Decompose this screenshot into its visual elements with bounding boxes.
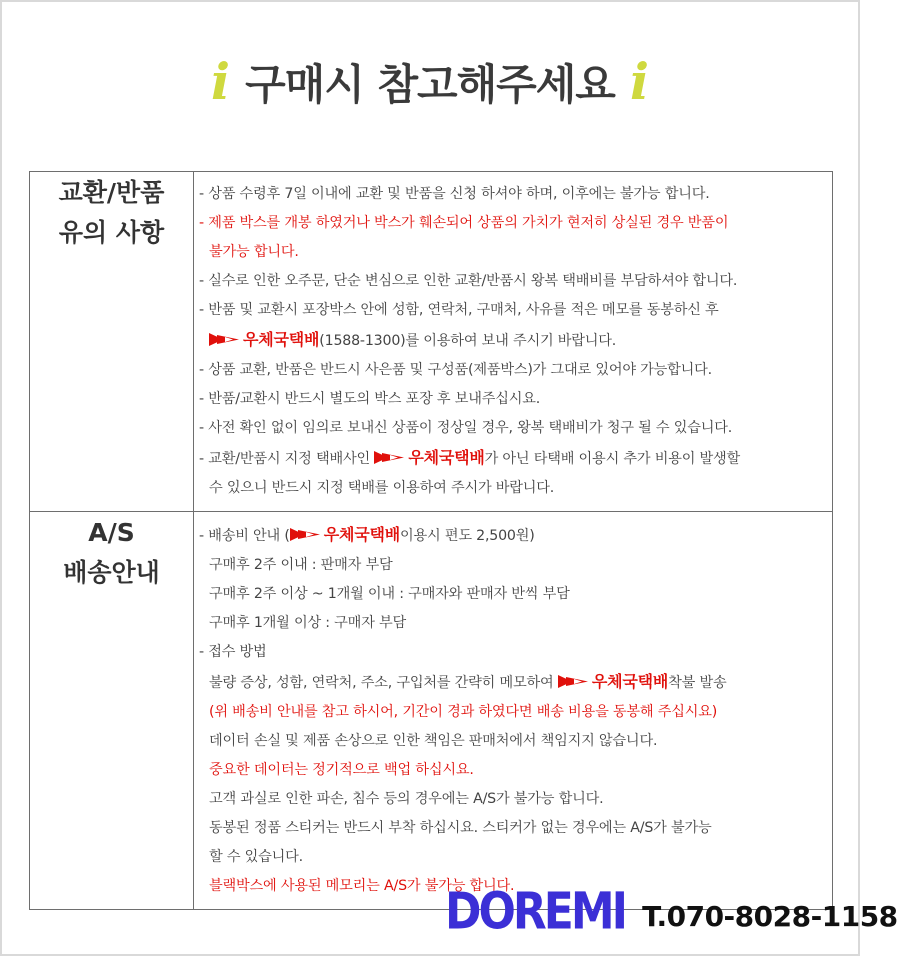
exchange-line-text: 가 아닌 타택배 이용시 추가 비용이 발생할 [484, 451, 741, 467]
as-line: 동봉된 정품 스티커는 반드시 부착 하십시요. 스티커가 없는 경우에는 A/S가 불가능 [209, 820, 712, 836]
footer [445, 882, 898, 950]
as-line: - 접수 방법 [199, 644, 267, 660]
courier-name: 우체국택배 [591, 672, 669, 691]
exchange-line: - 상품 교환, 반품은 반드시 사은품 및 구성품(제품박스)가 그대로 있어야 가능합니다. [199, 362, 712, 378]
exchange-heading-line-2: 유의 사항 [58, 218, 165, 247]
as-heading-line-1: A/S [88, 518, 135, 547]
exchange-line-text: (1588-1300)를 이용하여 보내 주시기 바랍니다. [319, 333, 617, 349]
as-line-text: 착불 발송 [668, 675, 727, 691]
korea-post-logo-icon [374, 449, 404, 466]
as-line [199, 520, 828, 551]
title-row [0, 52, 860, 112]
korea-post-logo-icon [209, 331, 239, 348]
exchange-heading-line-1: 교환/반품 [58, 178, 165, 207]
exchange-line: - 반품 및 교환시 포장박스 안에 성함, 연락처, 구매처, 사유를 적은 메모를 동봉하신 후 [199, 302, 719, 318]
as-line [199, 667, 828, 698]
as-line: 구매후 2주 이상 ~ 1개월 이내 : 구매자와 판매자 반씩 부담 [209, 586, 570, 602]
korea-post-logo-icon [290, 526, 320, 543]
as-line-text: - 배송비 안내 ( [199, 528, 290, 544]
info-icon: i [211, 52, 231, 111]
as-body [194, 512, 833, 910]
header [0, 0, 860, 140]
as-line-text: 불량 증상, 성함, 연락처, 주소, 구입처를 간략히 메모하여 [209, 675, 554, 691]
as-line: 고객 과실로 인한 파손, 침수 등의 경우에는 A/S가 불가능 합니다. [209, 791, 604, 807]
as-line: 구매후 1개월 이상 : 구매자 부담 [209, 615, 407, 631]
exchange-heading [30, 172, 194, 512]
notice-table [29, 171, 833, 910]
exchange-line: - 사전 확인 없이 임의로 보내신 상품이 정상일 경우, 왕복 택배비가 청구 될 수 있습니다. [199, 420, 733, 436]
as-row [30, 512, 833, 910]
page-title: 구매시 참고해주세요 [245, 60, 615, 109]
as-line: 구매후 2주 이내 : 판매자 부담 [209, 557, 393, 573]
exchange-line: - 제품 박스를 개봉 하였거나 박스가 훼손되어 상품의 가치가 현저히 상실된 경우 반품이 [199, 215, 729, 231]
as-heading-line-2: 배송안내 [63, 558, 160, 587]
as-heading [30, 512, 194, 910]
exchange-line: - 상품 수령후 7일 이내에 교환 및 반품을 신청 하셔야 하며, 이후에는 불가능 합니다. [199, 186, 710, 202]
brand-logo: DOREMI [445, 882, 626, 941]
exchange-line: 수 있으니 반드시 지정 택배를 이용하여 주시가 바랍니다. [209, 480, 555, 496]
exchange-line: 불가능 합니다. [209, 244, 299, 260]
as-line: 블랙박스에 사용된 메모리는 A/S가 불가능 합니다. [209, 878, 515, 894]
korea-post-logo-icon [558, 673, 588, 690]
info-icon: i [629, 52, 649, 111]
exchange-body [194, 172, 833, 512]
exchange-line: - 반품/교환시 반드시 별도의 박스 포장 후 보내주십시요. [199, 391, 541, 407]
as-line: 할 수 있습니다. [209, 849, 303, 865]
as-line: 데이터 손실 및 제품 손상으로 인한 책임은 판매처에서 책임지지 않습니다. [209, 733, 658, 749]
as-line: (위 배송비 안내를 참고 하시어, 기간이 경과 하였다면 배송 비용을 동봉해 주십시요) [209, 704, 718, 720]
courier-name: 우체국택배 [323, 525, 400, 544]
as-line: 중요한 데이터는 정기적으로 백업 하십시요. [209, 762, 474, 778]
exchange-line: - 실수로 인한 오주문, 단순 변심으로 인한 교환/반품시 왕복 택배비를 부담하셔야 합니다. [199, 273, 738, 289]
phone-number: T.070-8028-1158 [642, 900, 898, 933]
exchange-line [199, 443, 828, 474]
courier-name: 우체국택배 [408, 448, 485, 467]
exchange-row [30, 172, 833, 512]
courier-name: 우체국택배 [243, 330, 320, 349]
exchange-line-text: - 교환/반품시 지정 택배사인 [199, 451, 370, 467]
as-line-text: 이용시 편도 2,500원) [400, 528, 535, 544]
exchange-line [199, 325, 828, 356]
